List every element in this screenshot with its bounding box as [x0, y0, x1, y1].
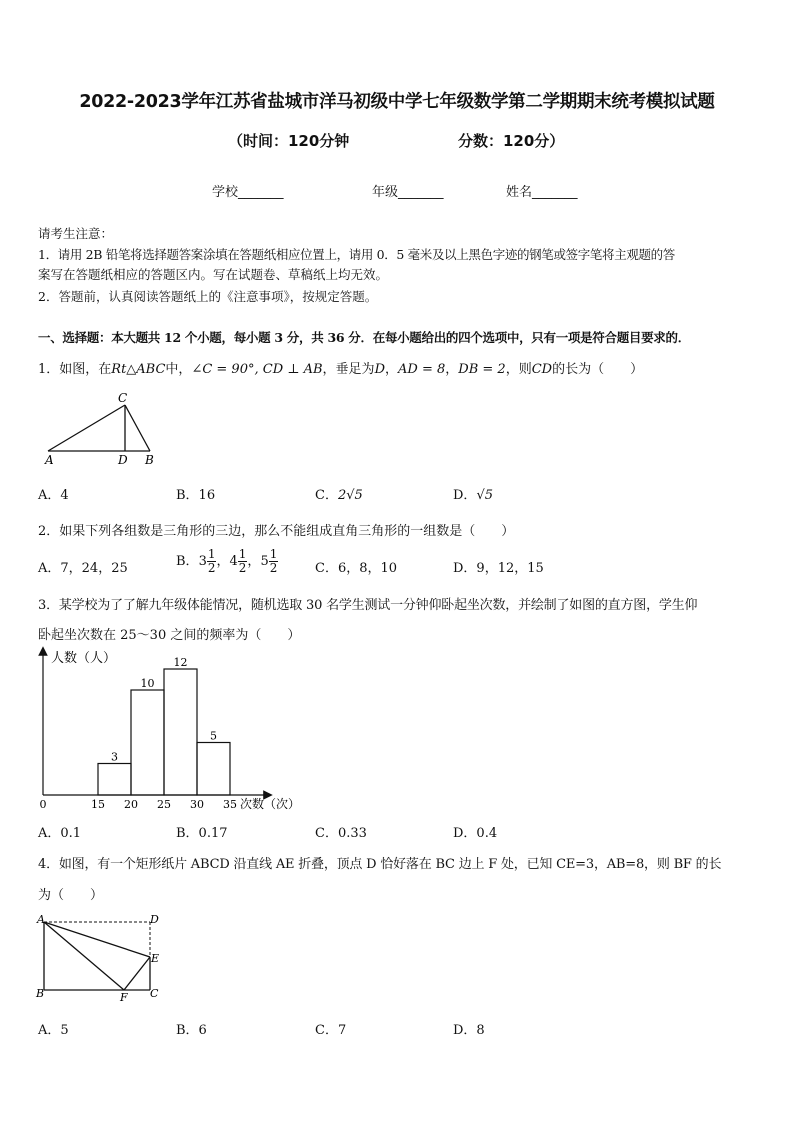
notice-heading: 请考生注意：: [38, 226, 114, 241]
triangle-figure: [38, 388, 168, 468]
bar-value-label: 12: [173, 656, 188, 669]
q2-option-a[interactable]: A．7，24，25: [38, 561, 128, 576]
x-tick-label: 35: [223, 798, 237, 811]
label-d: D: [118, 453, 128, 467]
label-a: A: [45, 453, 54, 467]
page-title: 2022-2023学年江苏省盐城市洋马初级中学七年级数学第二学期期末统考模拟试题: [79, 92, 715, 112]
question-3-line-2: 卧起坐次数在 25～30 之间的频率为（ ）: [38, 628, 301, 643]
section-heading: 一、选择题：本大题共 12 个小题，每小题 3 分，共 36 分．在每小题给出的四个选项中，只有一项是符合题目要求的．: [38, 330, 690, 345]
x-axis-label: 次数（次）: [240, 797, 301, 811]
label-d: D: [150, 913, 159, 926]
q4-option-a[interactable]: A．5: [38, 1023, 69, 1038]
q4-option-c[interactable]: C．7: [315, 1023, 347, 1038]
rectangle-fold-figure: [34, 910, 174, 1005]
q3-option-d[interactable]: D．0.4: [453, 826, 498, 841]
label-c: C: [150, 987, 159, 1000]
exam-time: （时间：120分钟: [228, 132, 350, 150]
histogram-bar: [197, 743, 230, 796]
bar-value-label: 3: [111, 750, 118, 764]
x-tick-label: 25: [157, 798, 171, 811]
y-axis-label: 人数（人）: [51, 651, 117, 666]
bar-value-label: 10: [140, 677, 155, 690]
label-a: A: [37, 913, 45, 926]
q3-option-c[interactable]: C．0.33: [315, 826, 367, 841]
q1-option-b[interactable]: B．16: [176, 488, 216, 503]
notice-line-1a: 1．请用 2B 铅笔将选择题答案涂填在答题纸相应位置上，请用 0．5 毫米及以上黑色字迹的钢笔或签字笔将主观题的答: [38, 247, 675, 262]
notice-line-1b: 案写在答题纸相应的答题区内。写在试题卷、草稿纸上均无效。: [38, 267, 389, 282]
name-field[interactable]: 姓名_______: [506, 185, 578, 200]
q4-option-b[interactable]: B．6: [176, 1023, 207, 1038]
q3-option-a[interactable]: A．0.1: [38, 826, 82, 841]
q3-option-b[interactable]: B．0.17: [176, 826, 228, 841]
x-tick-label: 20: [124, 798, 138, 811]
x-tick-label: 0: [39, 798, 47, 811]
q2-option-b[interactable]: B．3 $\frac{1}{2}$ ，4 $\frac{1}{2}$ ，5 $\frac{1}{2}$: [176, 547, 278, 575]
q2-option-c[interactable]: C．6，8，10: [315, 561, 398, 576]
exam-score: 分数：120分）: [458, 132, 565, 150]
question-1-text: 1．如图，在Rt△ABC中，∠C = 90°, CD ⊥ AB，垂足为D，AD = 8，DB = 2，则CD的长为（ ）: [38, 362, 644, 377]
label-b: B: [145, 453, 154, 467]
question-2-text: 2．如果下列各组数是三角形的三边，那么不能组成直角三角形的一组数是（ ）: [38, 524, 515, 539]
q4-option-d[interactable]: D．8: [453, 1023, 485, 1038]
histogram-bar: [131, 690, 164, 795]
question-4-line-2: 为（ ）: [38, 888, 104, 903]
q2-option-d[interactable]: D．9，12，15: [453, 561, 544, 576]
q1-option-d[interactable]: D．√5: [453, 488, 493, 503]
label-b: B: [36, 987, 45, 1000]
label-c: C: [118, 391, 128, 405]
histogram-chart: [30, 645, 320, 817]
school-field[interactable]: 学校_______: [212, 185, 284, 200]
question-3-line-1: 3．某学校为了了解九年级体能情况，随机选取 30 名学生测试一分钟仰卧起坐次数，并绘制了如图的直方图，学生仰: [38, 598, 698, 613]
histogram-bar: [164, 669, 197, 795]
bar-value-label: 5: [210, 729, 217, 743]
x-tick-label: 30: [190, 798, 204, 811]
label-f: F: [120, 991, 128, 1004]
x-tick-label: 15: [91, 798, 105, 811]
question-4-line-1: 4．如图，有一个矩形纸片 ABCD 沿直线 AE 折叠，顶点 D 恰好落在 BC 边上 F 处，已知 CE=3，AB=8，则 BF 的长: [38, 857, 722, 872]
label-e: E: [151, 952, 160, 965]
q1-option-a[interactable]: A．4: [38, 488, 69, 503]
grade-field[interactable]: 年级_______: [372, 185, 444, 200]
q1-option-c[interactable]: C．2√5: [315, 488, 363, 503]
histogram-bar: [98, 764, 131, 796]
notice-line-2: 2．答题前，认真阅读答题纸上的《注意事项》，按规定答题。: [38, 289, 378, 304]
